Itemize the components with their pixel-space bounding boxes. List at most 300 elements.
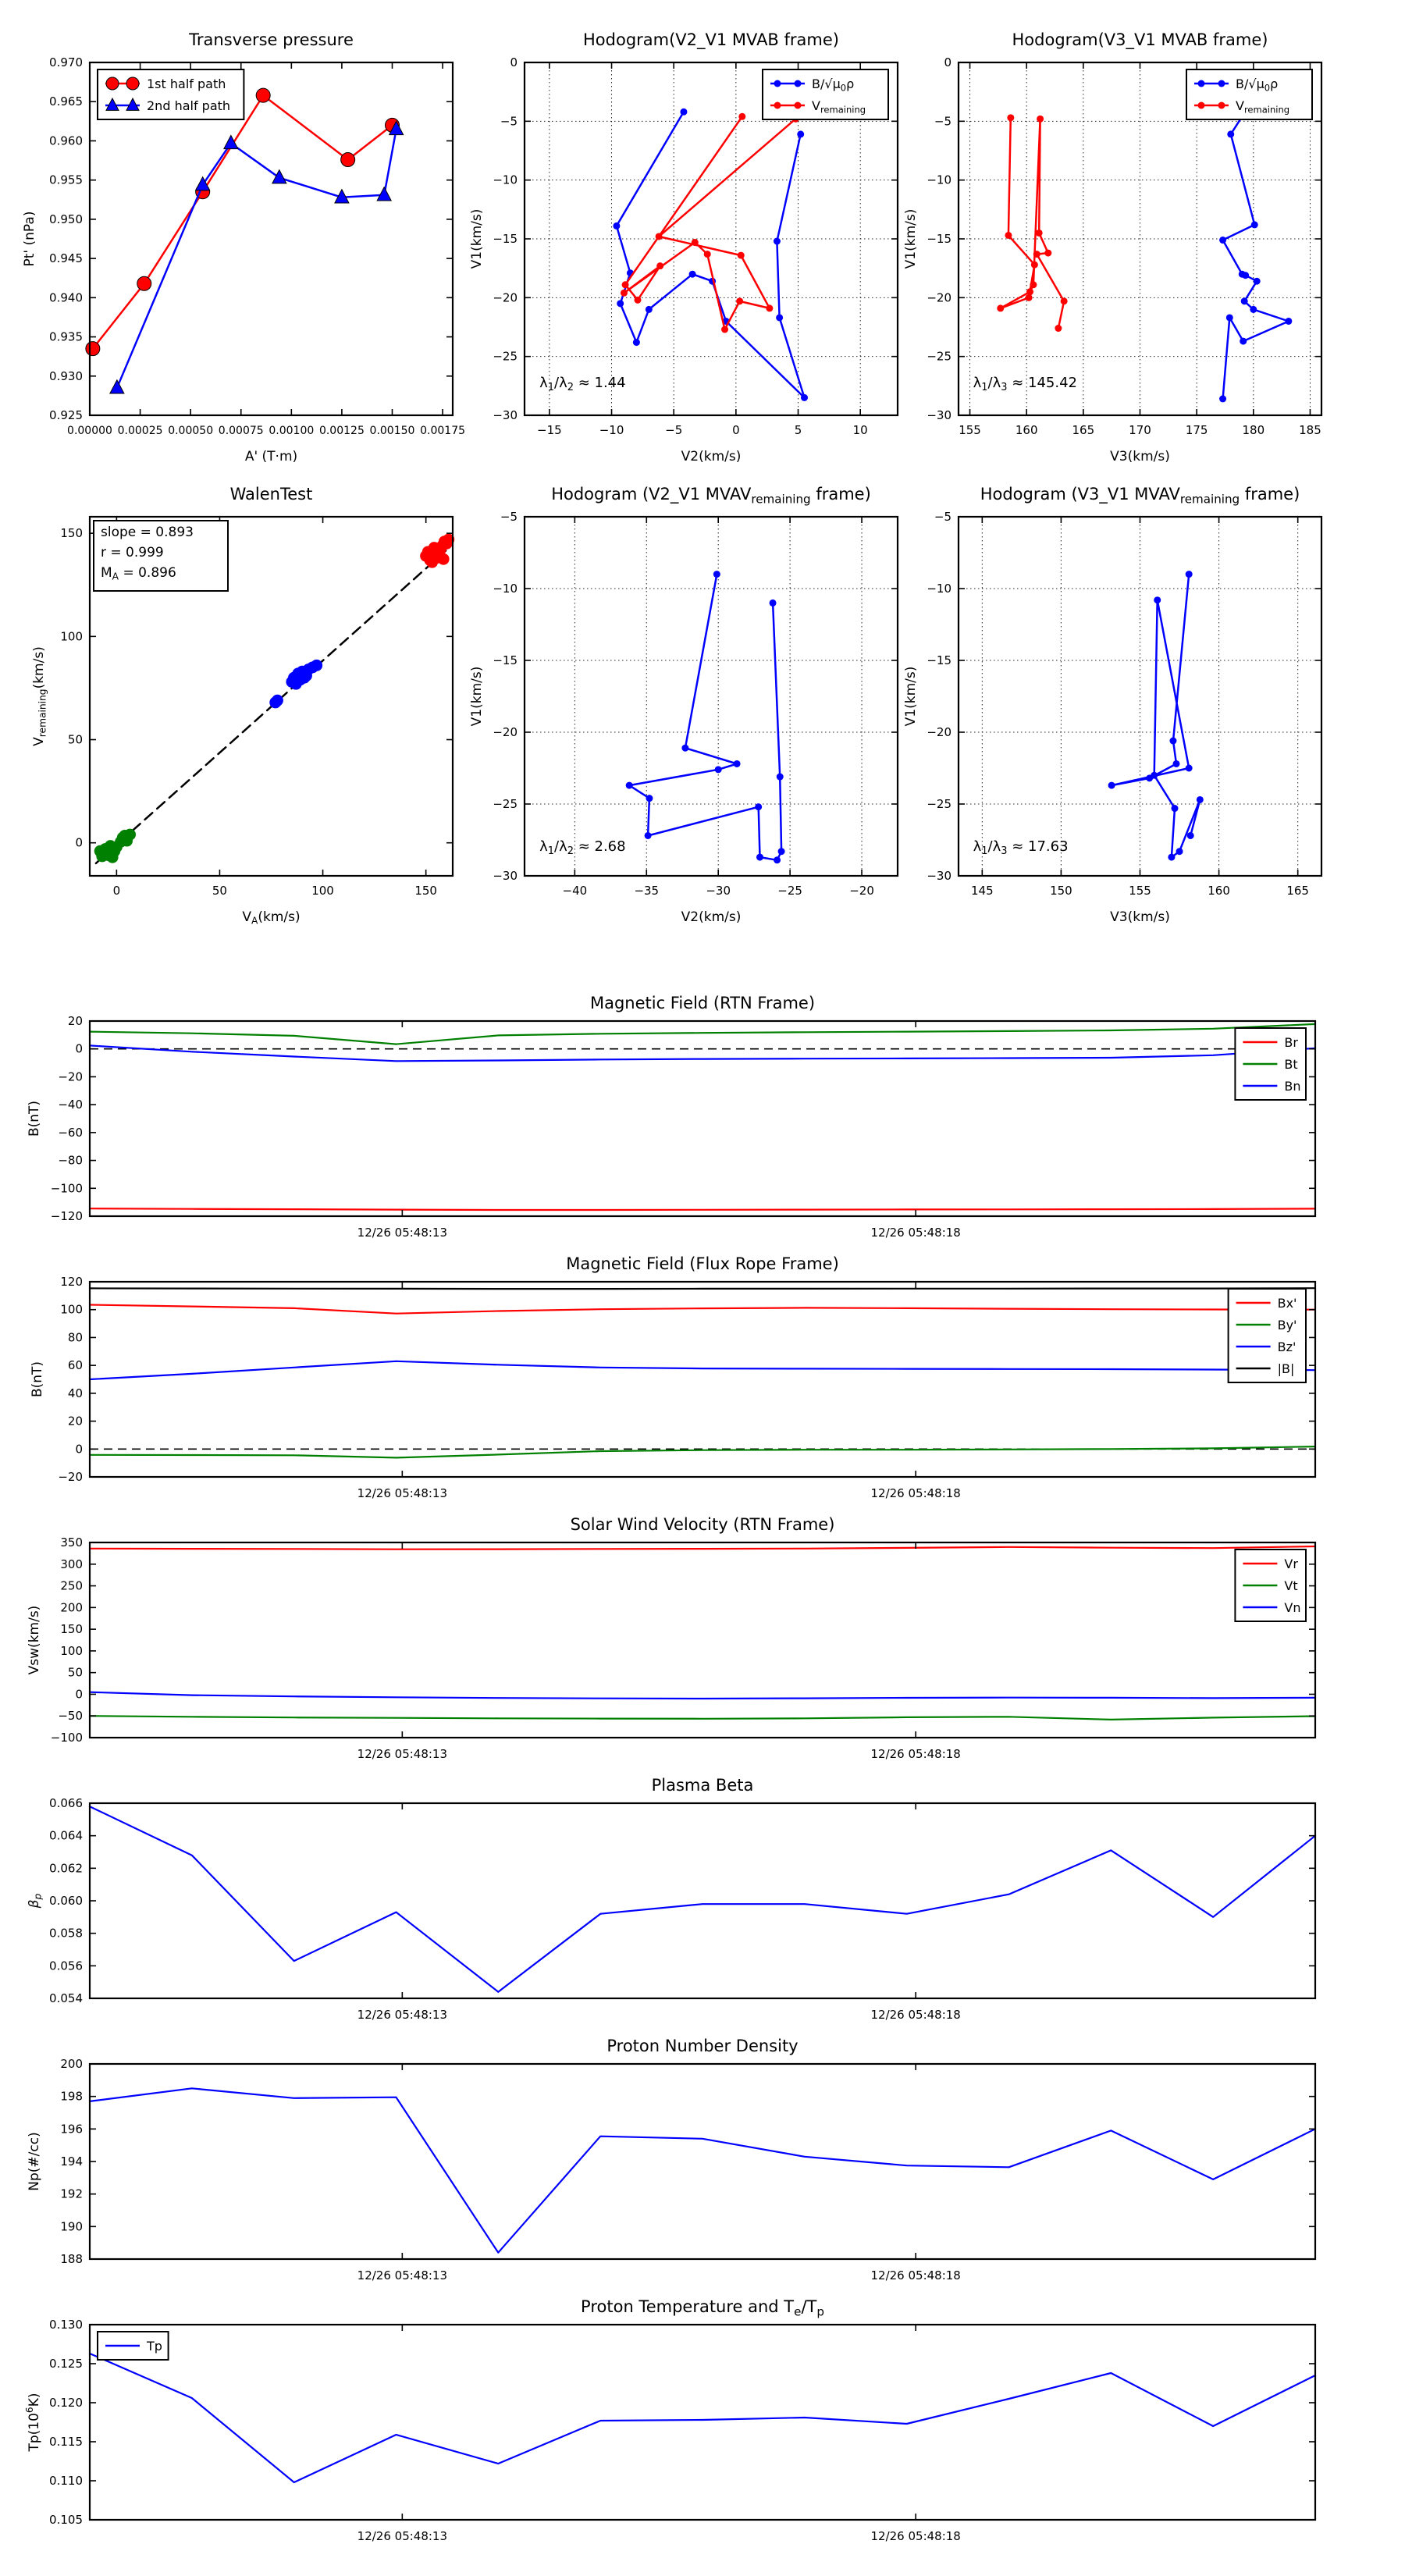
- y-tick-label: 120: [60, 1275, 83, 1289]
- chart-title: Hodogram (V3_V1 $MVAV_{remaining}$ frame): [980, 485, 1300, 507]
- x-tick-label: −30: [706, 884, 731, 898]
- y-tick-label: 40: [67, 1386, 83, 1400]
- legend: [1229, 1289, 1306, 1382]
- point-marker: [1186, 765, 1193, 772]
- y-tick-label: 0: [75, 1687, 83, 1702]
- point-marker: [774, 856, 781, 863]
- x-tick-label: −10: [599, 423, 624, 437]
- x-tick-label: 0.00125: [318, 425, 365, 437]
- point-marker: [1226, 314, 1233, 321]
- y-tick-label: 350: [60, 1535, 83, 1550]
- point-marker: [1198, 102, 1205, 109]
- y-tick-label: 192: [60, 2186, 83, 2201]
- x-tick-label: 50: [212, 884, 227, 898]
- y-tick-label: −25: [493, 349, 518, 364]
- time-tick-label: 12/26 05:48:13: [357, 2268, 448, 2282]
- eigenvalue-annotation: $\lambda_1/\lambda_2 \approx 1.44$: [539, 374, 626, 393]
- y-tick-label: 0.062: [49, 1861, 83, 1876]
- y-tick-label: 80: [67, 1330, 83, 1345]
- time-tick-label: 12/26 05:48:18: [870, 1747, 961, 1761]
- series-line: [90, 1716, 1315, 1720]
- point-marker: [646, 795, 653, 802]
- y-tick-label: 0: [75, 1442, 83, 1457]
- point-marker: [776, 314, 783, 321]
- point-marker: [1173, 760, 1180, 767]
- legend-label: Bx': [1277, 1296, 1297, 1311]
- y-tick-label: 0: [75, 835, 83, 850]
- series-bt: [90, 1024, 1315, 1044]
- y-tick-label: 250: [60, 1578, 83, 1593]
- point-marker: [774, 102, 781, 109]
- point-marker: [1171, 805, 1178, 812]
- x-tick-label: −15: [537, 423, 562, 437]
- y-tick-label: −100: [50, 1731, 83, 1745]
- point-marker: [795, 102, 802, 109]
- point-marker: [1251, 221, 1258, 228]
- point-marker: [621, 290, 628, 297]
- series-line: [90, 1446, 1315, 1457]
- y-axis-label: V1(km/s): [903, 208, 919, 269]
- point-marker: [1254, 278, 1261, 285]
- y-tick-label: 0.960: [49, 133, 83, 148]
- y-tick-label: 196: [60, 2122, 83, 2137]
- y-tick-label: 194: [60, 2154, 83, 2169]
- y-tick-label: 0: [944, 55, 951, 69]
- legend: [1235, 1028, 1306, 1100]
- legend: [1186, 69, 1312, 119]
- axes: [49, 2318, 1315, 2543]
- y-tick-label: 0.130: [49, 2318, 83, 2332]
- y-tick-label: −15: [927, 232, 951, 246]
- x-axis-label: $V_A(km/s)$: [242, 909, 301, 927]
- point-marker: [734, 760, 741, 767]
- y-tick-label: 50: [67, 732, 83, 747]
- point-marker: [626, 782, 633, 789]
- point-marker: [1007, 114, 1014, 121]
- point-marker: [1044, 250, 1051, 257]
- y-tick-label: −100: [50, 1181, 83, 1196]
- series-line: [1112, 575, 1200, 858]
- y-axis-label: V1(km/s): [903, 666, 919, 727]
- point-marker: [341, 153, 355, 167]
- grid: [959, 517, 1321, 876]
- x-tick-label: 165: [1072, 423, 1095, 437]
- point-marker: [777, 774, 784, 781]
- y-tick-label: −25: [493, 797, 518, 811]
- point-marker: [692, 239, 699, 246]
- point-marker: [656, 233, 663, 240]
- chart-hodogram-v2v1-mvab: [469, 30, 898, 464]
- point-marker: [689, 271, 696, 278]
- point-marker: [1187, 832, 1194, 839]
- axes: [60, 2057, 1315, 2282]
- point-marker: [1061, 297, 1068, 304]
- point-marker: [1030, 281, 1037, 288]
- x-tick-label: 10: [852, 423, 868, 437]
- y-tick-label: −30: [927, 869, 951, 883]
- legend-label: $B/√\mu_0\rho$: [812, 76, 855, 94]
- y-tick-label: 198: [60, 2089, 83, 2104]
- axes: [49, 1796, 1315, 2022]
- y-tick-label: 60: [67, 1358, 83, 1373]
- point-marker: [634, 297, 641, 304]
- point-marker: [1242, 272, 1249, 279]
- y-tick-label: −20: [493, 725, 518, 739]
- y-tick-label: 0.060: [49, 1894, 83, 1908]
- y-axis-label: $\beta_p$: [27, 1893, 44, 1909]
- series-line: [1223, 102, 1289, 399]
- y-tick-label: 100: [60, 629, 83, 644]
- point-marker: [1151, 772, 1158, 779]
- series-beta-p: [90, 1806, 1315, 1992]
- y-tick-label: 200: [60, 2057, 83, 2071]
- point-marker: [713, 571, 720, 578]
- y-tick-label: −5: [500, 114, 518, 129]
- legend-label: By': [1277, 1318, 1297, 1332]
- eigenvalue-annotation: $\lambda_1/\lambda_3 \approx 145.42$: [973, 374, 1077, 393]
- x-tick-label: −40: [562, 884, 588, 898]
- y-tick-label: −5: [934, 510, 951, 524]
- chart-proton-number-density: [27, 2037, 1315, 2282]
- chart-solar-wind-velocity: [27, 1515, 1315, 1761]
- legend-label: 2nd half path: [147, 98, 231, 113]
- series-line: [90, 1361, 1315, 1379]
- point-marker: [646, 306, 653, 313]
- legend-label: Tp: [147, 2339, 162, 2354]
- point-marker: [1285, 318, 1292, 325]
- x-tick-label: 0.00075: [218, 425, 264, 437]
- time-tick-label: 12/26 05:48:18: [870, 2268, 961, 2282]
- point-marker: [738, 252, 745, 259]
- triangle-marker: [377, 187, 391, 201]
- chart-title: Hodogram(V3_V1 MVAB frame): [1012, 30, 1268, 49]
- x-tick-label: 180: [1242, 423, 1265, 437]
- series-vt: [90, 1716, 1315, 1720]
- series-v-remaining: [621, 113, 799, 333]
- time-tick-label: 12/26 05:48:13: [357, 1226, 448, 1240]
- point-marker: [613, 222, 620, 229]
- chart-title: Plasma Beta: [651, 1776, 754, 1795]
- y-tick-label: −120: [50, 1209, 83, 1223]
- legend-label: Vn: [1284, 1600, 1301, 1615]
- x-tick-label: −20: [849, 884, 874, 898]
- y-tick-label: −30: [493, 869, 518, 883]
- y-tick-label: 50: [67, 1665, 83, 1680]
- x-tick-label: 155: [959, 423, 981, 437]
- chart-proton-temperature: [24, 2297, 1315, 2543]
- time-tick-label: 12/26 05:48:13: [357, 2008, 448, 2022]
- y-tick-label: −25: [927, 797, 951, 811]
- series-line: [90, 2088, 1315, 2252]
- chart-title: Hodogram (V2_V1 $MVAV_{remaining}$ frame): [551, 485, 871, 507]
- x-axis-label: V3(km/s): [1110, 449, 1170, 464]
- time-tick-label: 12/26 05:48:18: [870, 1486, 961, 1500]
- x-tick-label: −5: [665, 423, 683, 437]
- y-tick-label: −25: [927, 349, 951, 364]
- y-tick-label: 0.054: [49, 1991, 83, 2005]
- y-tick-label: −10: [493, 582, 518, 596]
- x-tick-label: 150: [1050, 884, 1072, 898]
- point-marker: [1108, 782, 1115, 789]
- y-tick-label: −20: [58, 1470, 83, 1484]
- y-axis-label: B(nT): [27, 1100, 42, 1137]
- x-tick-label: 145: [971, 884, 994, 898]
- y-tick-label: 0.110: [49, 2474, 83, 2488]
- y-tick-label: −30: [927, 408, 951, 422]
- series-line: [90, 1208, 1315, 1210]
- point-marker: [1241, 297, 1248, 304]
- chart-hodogram-v2v1-mvav: [469, 485, 898, 925]
- x-tick-label: −25: [777, 884, 802, 898]
- series-line: [90, 1045, 1315, 1061]
- x-tick-label: 170: [1129, 423, 1151, 437]
- series-cluster-1: [94, 829, 136, 863]
- y-tick-label: −50: [58, 1709, 83, 1724]
- chart-hodogram-v3v1-mvab: [903, 30, 1321, 464]
- x-axis-label: A' (T·m): [244, 449, 298, 464]
- y-tick-label: −60: [58, 1125, 83, 1140]
- point-marker: [256, 88, 270, 102]
- point-marker: [756, 854, 763, 861]
- y-tick-label: −15: [493, 232, 518, 246]
- point-marker: [1227, 130, 1234, 137]
- y-tick-label: 100: [60, 1643, 83, 1658]
- series-line: [90, 1024, 1315, 1044]
- chart-title: Magnetic Field (RTN Frame): [589, 994, 816, 1012]
- time-tick-label: 12/26 05:48:18: [870, 1226, 961, 1240]
- y-tick-label: −10: [927, 173, 951, 187]
- y-tick-label: −15: [927, 653, 951, 667]
- point-marker: [622, 281, 629, 288]
- x-tick-label: 0: [732, 423, 740, 437]
- point-marker: [86, 342, 100, 356]
- x-tick-label: 0.00025: [117, 425, 163, 437]
- point-marker: [1037, 116, 1044, 123]
- y-tick-label: 0.945: [49, 251, 83, 266]
- series-line: [90, 1692, 1315, 1699]
- x-tick-label: 185: [1299, 423, 1321, 437]
- series-vr: [90, 1546, 1315, 1550]
- chart-title: Transverse pressure: [189, 30, 354, 49]
- y-tick-label: −30: [493, 408, 518, 422]
- y-tick-label: 0.970: [49, 55, 83, 69]
- x-tick-label: 160: [1015, 423, 1038, 437]
- point-marker: [755, 803, 762, 810]
- point-marker: [1240, 338, 1247, 345]
- fit-stat-line: $M_A = 0.896$: [101, 565, 176, 582]
- series-np: [90, 2088, 1315, 2252]
- y-axis-label: $V_{remaining}(km/s)$: [31, 646, 48, 746]
- legend-label: Vt: [1284, 1578, 1298, 1593]
- y-tick-label: 0.125: [49, 2357, 83, 2371]
- point-marker: [997, 304, 1004, 311]
- point-marker: [1033, 251, 1040, 258]
- point-marker: [770, 600, 777, 607]
- point-marker: [774, 80, 781, 87]
- point-marker: [801, 394, 808, 401]
- eigenvalue-annotation: $\lambda_1/\lambda_3 \approx 17.63$: [973, 838, 1069, 857]
- y-tick-label: −20: [927, 725, 951, 739]
- point-marker: [1219, 237, 1226, 244]
- point-marker: [617, 300, 624, 307]
- series-v-hodogram: [626, 571, 785, 863]
- x-tick-label: −35: [634, 884, 660, 898]
- point-marker: [680, 109, 687, 116]
- point-marker: [438, 553, 450, 565]
- point-marker: [766, 304, 773, 311]
- y-tick-label: −5: [934, 114, 951, 129]
- point-marker: [795, 80, 802, 87]
- x-tick-label: 0.00000: [67, 425, 112, 437]
- point-marker: [1168, 854, 1175, 861]
- point-marker: [124, 829, 136, 841]
- series-line: [90, 1806, 1315, 1992]
- point-marker: [1154, 596, 1161, 603]
- legend-label: Vr: [1284, 1557, 1298, 1571]
- x-tick-label: 0.00150: [369, 425, 415, 437]
- y-tick-label: −40: [58, 1098, 83, 1112]
- point-marker: [311, 660, 322, 671]
- time-tick-label: 12/26 05:48:13: [357, 1486, 448, 1500]
- point-marker: [715, 766, 722, 773]
- series-by-: [90, 1446, 1315, 1457]
- series-line: [117, 129, 397, 387]
- series-tp: [90, 2354, 1315, 2482]
- legend-label: $B/√\mu_0\rho$: [1236, 76, 1279, 94]
- x-tick-label: 0.00100: [269, 425, 315, 437]
- y-tick-label: 0.058: [49, 1926, 83, 1941]
- series-cluster-3: [420, 534, 454, 568]
- y-axis-label: Vsw(km/s): [27, 1605, 42, 1675]
- point-marker: [1250, 306, 1257, 313]
- time-tick-label: 12/26 05:48:13: [357, 1747, 448, 1761]
- point-marker: [721, 326, 728, 333]
- legend-label: Bz': [1277, 1340, 1297, 1354]
- y-tick-label: 300: [60, 1557, 83, 1571]
- y-tick-label: 190: [60, 2219, 83, 2234]
- time-tick-label: 12/26 05:48:13: [357, 2529, 448, 2543]
- chart-walen-test: [31, 485, 454, 927]
- x-tick-label: 165: [1286, 884, 1309, 898]
- y-tick-label: −20: [58, 1069, 83, 1084]
- legend-label: $V_{remaining}$: [812, 98, 866, 116]
- y-tick-label: 0.056: [49, 1959, 83, 1973]
- chart-plasma-beta: [27, 1776, 1315, 2022]
- point-marker: [1198, 80, 1205, 87]
- chart-title: WalenTest: [229, 485, 313, 503]
- legend-label: |B|: [1277, 1361, 1295, 1376]
- point-marker: [633, 339, 640, 346]
- chart-title: Proton Temperature and $T_e/T_p$: [581, 2297, 824, 2319]
- series-line: [90, 1288, 1315, 1289]
- series-line: [90, 1546, 1315, 1550]
- time-tick-label: 12/26 05:48:18: [870, 2008, 961, 2022]
- series-line: [1001, 118, 1064, 329]
- y-tick-label: 0.115: [49, 2435, 83, 2449]
- x-tick-label: 150: [414, 884, 437, 898]
- point-marker: [645, 832, 652, 839]
- axes: [51, 1535, 1315, 1761]
- series-2nd-half-path: [110, 121, 404, 393]
- y-tick-label: 0.066: [49, 1796, 83, 1810]
- chart-magnetic-field-rtn: [27, 994, 1315, 1240]
- point-marker: [1031, 262, 1038, 269]
- chart-title: Magnetic Field (Flux Rope Frame): [566, 1254, 839, 1273]
- fit-stats-box: [94, 521, 228, 591]
- series-v-hodogram: [1108, 571, 1204, 860]
- y-tick-label: 20: [67, 1414, 83, 1429]
- y-tick-label: 0.105: [49, 2513, 83, 2527]
- series--b-: [90, 1288, 1315, 1289]
- legend-label: Bn: [1284, 1079, 1301, 1094]
- y-tick-label: −80: [58, 1153, 83, 1168]
- point-marker: [1219, 395, 1226, 402]
- series-cluster-2: [269, 660, 322, 709]
- y-tick-label: 0.955: [49, 173, 83, 187]
- x-tick-label: 155: [1129, 884, 1151, 898]
- point-marker: [1218, 80, 1225, 87]
- y-axis-label: B(nT): [30, 1361, 45, 1398]
- y-tick-label: −5: [500, 510, 518, 524]
- point-marker: [1055, 325, 1062, 332]
- y-tick-label: 0.925: [49, 408, 83, 422]
- series-bn: [90, 1045, 1315, 1061]
- y-tick-label: 150: [60, 1622, 83, 1637]
- y-axis-label: V1(km/s): [469, 666, 485, 727]
- legend-label: Br: [1284, 1035, 1298, 1050]
- series-line: [629, 575, 781, 860]
- chart-title: Solar Wind Velocity (RTN Frame): [570, 1515, 835, 1534]
- series-bx-: [90, 1305, 1315, 1314]
- y-tick-label: 0: [75, 1041, 83, 1056]
- point-marker: [1197, 796, 1204, 803]
- series-vn: [90, 1692, 1315, 1699]
- point-marker: [126, 77, 139, 90]
- triangle-marker: [272, 170, 286, 183]
- x-axis-label: V2(km/s): [681, 909, 742, 925]
- series-br: [90, 1208, 1315, 1210]
- x-tick-label: 0: [112, 884, 121, 898]
- point-marker: [704, 251, 711, 258]
- y-axis-label: V1(km/s): [469, 208, 485, 269]
- point-marker: [738, 113, 745, 120]
- point-marker: [106, 77, 119, 90]
- point-marker: [681, 745, 688, 752]
- triangle-marker: [110, 380, 124, 393]
- point-marker: [1005, 232, 1012, 239]
- y-tick-label: −10: [927, 582, 951, 596]
- series-1st-half-path: [86, 88, 400, 355]
- y-tick-label: 188: [60, 2252, 83, 2266]
- chart-hodogram-v3v1-mvav: [903, 485, 1321, 925]
- y-tick-label: −10: [493, 173, 518, 187]
- y-tick-label: 0.935: [49, 329, 83, 344]
- chart-title: Hodogram(V2_V1 MVAB frame): [583, 30, 839, 49]
- x-axis-label: V2(km/s): [681, 449, 742, 464]
- y-tick-label: 0: [510, 55, 518, 69]
- y-axis-label: $Tp(10^6K)$: [23, 2393, 42, 2452]
- y-tick-label: 0.950: [49, 212, 83, 226]
- y-axis-label: Pt' (nPa): [22, 211, 37, 267]
- legend: [98, 2332, 169, 2360]
- chart-transverse-pressure: [22, 30, 465, 464]
- point-marker: [797, 130, 804, 137]
- x-tick-label: 175: [1185, 423, 1208, 437]
- point-marker: [1186, 571, 1193, 578]
- y-tick-label: 0.965: [49, 94, 83, 109]
- legend-label: $V_{remaining}$: [1236, 98, 1290, 116]
- point-marker: [1026, 294, 1033, 301]
